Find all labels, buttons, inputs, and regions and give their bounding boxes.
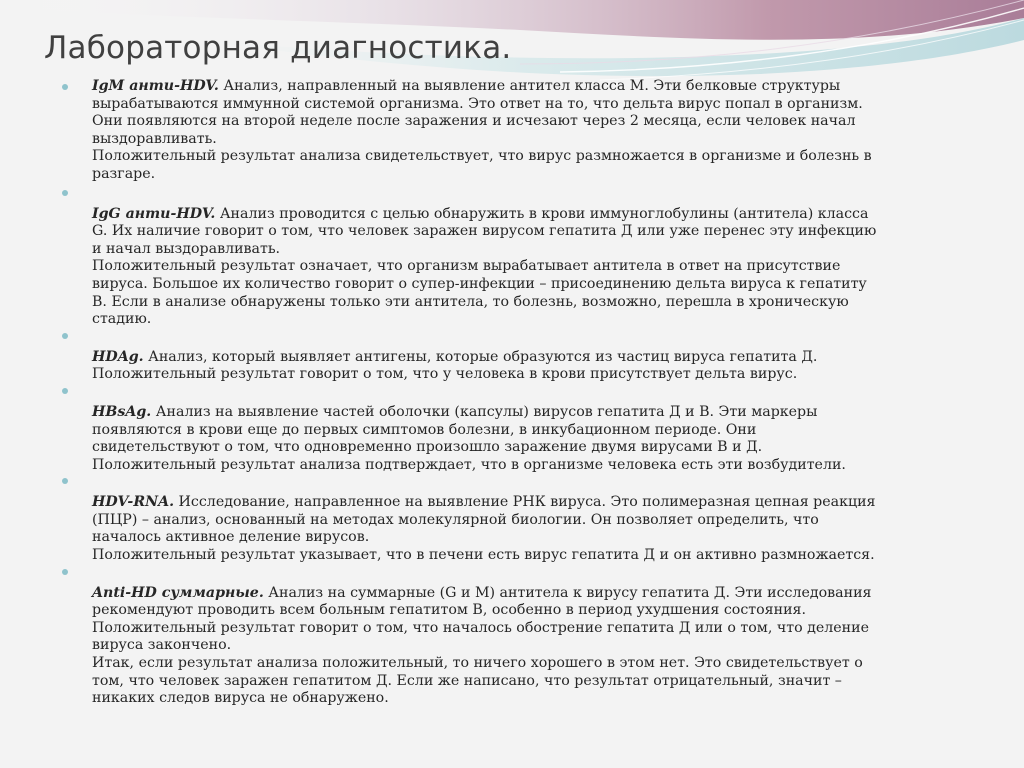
item-line: вырабатываются иммунной системой организма. Это ответ на то, что дельта вирус попал в организм. <box>92 95 863 112</box>
item-heading: Anti-HD суммарные. <box>92 584 264 601</box>
item-line: Положительный результат анализа свидетельствует, что вирус размножается в организме и болезнь в <box>92 148 872 165</box>
item-text <box>92 404 962 474</box>
item-line: (ПЦР) – анализ, основанный на методах молекулярной биологии. Он позволяет определить, что <box>92 511 819 528</box>
item-line: выздоравливать. <box>92 130 217 147</box>
slide-title: Лабораторная диагностика. <box>44 30 512 66</box>
item-line: вируса. Большое их количество говорит о супер-инфекции – присоединению дельта вируса к гепатиту <box>92 275 867 292</box>
item-line: и начал выздоравливать. <box>92 240 281 257</box>
item-text <box>92 585 962 708</box>
list-item-hdag <box>62 329 962 384</box>
list-item-igg <box>62 186 962 329</box>
item-line: том, что человек заражен гепатитом Д. Если же написано, что результат отрицательный, значит – <box>92 672 842 689</box>
item-text <box>92 78 962 184</box>
item-line: Положительный результат говорит о том, что началось обострение гепатита Д или о том, что деление <box>92 619 869 636</box>
item-line: Положительный результат указывает, что в печени есть вирус гепатита Д и он активно размножается. <box>92 547 875 564</box>
list-item-igm <box>62 78 962 184</box>
bullet-icon <box>62 388 68 394</box>
item-line: Анализ, который выявляет антигены, которые образуются из частиц вируса гепатита Д. <box>148 348 818 365</box>
item-line: свидетельствуют о том, что одновременно произошло заражение двумя вирусами В и Д. <box>92 439 763 456</box>
bullet-icon <box>62 569 68 575</box>
item-line: G. Их наличие говорит о том, что человек заражен вирусом гепатита Д или уже перенес эту инфекцию <box>92 223 877 240</box>
item-line: Они появляются на второй неделе после заражения и исчезают через 2 месяца, если человек начал <box>92 113 856 130</box>
item-text <box>92 494 962 564</box>
content-list <box>62 78 962 708</box>
item-line: Положительный результат анализа подтверждает, что в организме человека есть эти возбудители. <box>92 456 846 473</box>
item-line: Исследование, направленное на выявление РНК вируса. Это полимеразная цепная реакция <box>178 494 876 511</box>
item-line: Анализ, направленный на выявление антител класса М. Эти белковые структуры <box>223 78 841 94</box>
item-heading: IgG анти-HDV. <box>92 205 216 222</box>
item-heading: HDV-RNA. <box>92 494 175 511</box>
item-line: началось активное деление вирусов. <box>92 529 370 546</box>
item-line: Итак, если результат анализа положительный, то ничего хорошего в этом нет. Это свидетельствует о <box>92 655 863 672</box>
item-heading: HDAg. <box>92 348 144 365</box>
item-line: стадию. <box>92 311 152 328</box>
item-line: рекомендуют проводить всем больным гепатитом В, особенно в период ухудшения состояния. <box>92 602 807 619</box>
item-line: появляются в крови еще до первых симптомов болезни, в инкубационном периоде. Они <box>92 421 757 438</box>
item-text <box>92 206 962 329</box>
bullet-icon <box>62 190 68 196</box>
list-item-hdv-rna <box>62 474 962 564</box>
bullet-icon <box>62 333 68 339</box>
item-line: вируса закончено. <box>92 637 232 654</box>
list-item-hbsag <box>62 384 962 474</box>
item-line: Анализ на выявление частей оболочки (капсулы) вирусов гепатита Д и В. Эти маркеры <box>155 403 818 420</box>
item-line: никаких следов вируса не обнаружено. <box>92 690 389 707</box>
item-line: Положительный результат говорит о том, что у человека в крови присутствует дельта вирус. <box>92 366 798 383</box>
item-line: Анализ проводится с целью обнаружить в крови иммуноглобулины (антитела) класса <box>219 205 869 222</box>
list-item-anti-hd <box>62 565 962 708</box>
item-line: Анализ на суммарные (G и M) антитела к вирусу гепатита Д. Эти исследования <box>268 584 872 601</box>
item-heading: HBsAg. <box>92 403 152 420</box>
bullet-icon <box>62 84 68 90</box>
item-line: разгаре. <box>92 165 156 182</box>
item-text <box>92 349 962 384</box>
item-line: В. Если в анализе обнаружены только эти антитела, то болезнь, возможно, перешла в хроническую <box>92 293 849 310</box>
item-heading: IgM анти-HDV. <box>92 78 219 94</box>
item-line: Положительный результат означает, что организм вырабатывает антитела в ответ на присутствие <box>92 258 841 275</box>
bullet-icon <box>62 478 68 484</box>
